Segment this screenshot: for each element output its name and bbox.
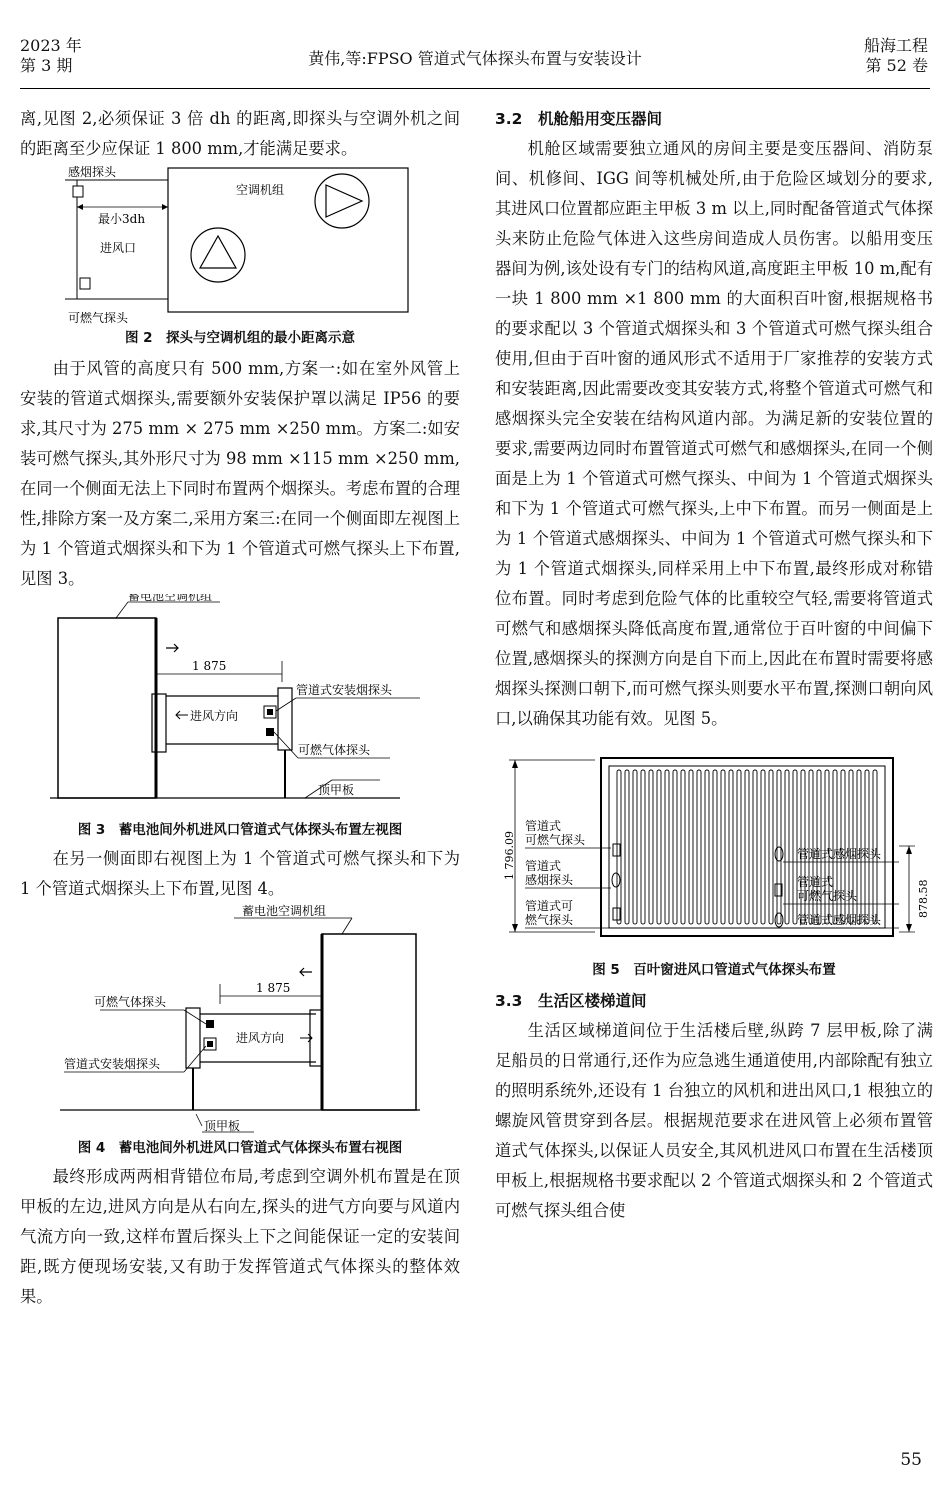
section-3-2-heading: 3.2 机舱船用变压器间 xyxy=(495,110,662,128)
fig5-right-2b: 可燃气探头 xyxy=(797,889,858,903)
fig5-right-2a: 管道式 xyxy=(797,875,834,889)
louver-slat xyxy=(761,770,765,924)
louver-slat xyxy=(745,770,749,924)
figure-5-diagram xyxy=(495,750,933,956)
louver-slat xyxy=(753,770,757,924)
louver-slat xyxy=(681,770,685,924)
louver-slat xyxy=(705,770,709,924)
fig4-smoke-label: 管道式安装烟探头 xyxy=(64,1057,161,1071)
louver-slat xyxy=(641,770,645,924)
figure-2-diagram xyxy=(20,164,460,324)
louver-slat xyxy=(697,770,701,924)
fig5-left-1a: 管道式 xyxy=(525,819,562,833)
fig2-gas-label: 可燃气探头 xyxy=(68,311,129,324)
fig5-right-1: 管道式感烟探头 xyxy=(797,847,882,861)
fig2-ac-label: 空调机组 xyxy=(236,183,285,197)
right-column xyxy=(495,104,933,1226)
louver-slat xyxy=(785,770,789,924)
paragraph-6: 生活区域梯道间位于生活楼后壁,纵跨 7 层甲板,除了满足船员的日常通行,还作为应急逃生通道使用,内部除配有独立的照明系统外,还设有 1 台独立的风机和进出风口,1 根独立的螺旋风管贯穿到各层。根据规范要求在进风管上必须布置管道式气体探头,以保证人员安全,其风机进风口布置在生活楼顶甲板上,根据规格书要求配以 2 个管道式烟探头和 2 个管道式可燃气探头组合使 xyxy=(495,1021,933,1220)
louver-slat xyxy=(625,770,629,924)
figure-5-caption: 图 5 百叶窗进风口管道式气体探头布置 xyxy=(592,962,836,978)
fig3-unit-label: 蓄电池空调机组 xyxy=(128,594,213,603)
louver-slat xyxy=(665,770,669,924)
fig5-left-2b: 感烟探头 xyxy=(525,873,574,887)
header-year: 2023 年 xyxy=(20,36,82,55)
page-header xyxy=(0,0,950,100)
louver-slat xyxy=(737,770,741,924)
fig4-deck-label: 顶甲板 xyxy=(204,1119,241,1133)
fig5-left-3a: 管道式可 xyxy=(525,899,574,913)
fig2-smoke-label: 感烟探头 xyxy=(68,165,117,179)
louver-slat xyxy=(633,770,637,924)
louver-slat xyxy=(689,770,693,924)
figure-2-caption: 图 2 探头与空调机组的最小距离示意 xyxy=(124,330,356,346)
louver-slat xyxy=(721,770,725,924)
louver-slat xyxy=(649,770,653,924)
fig3-smoke-label: 管道式安装烟探头 xyxy=(296,683,393,697)
fig3-dir-label: 进风方向 xyxy=(190,709,239,723)
header-volume: 第 52 卷 xyxy=(865,56,928,75)
paragraph-5: 机舱区域需要独立通风的房间主要是变压器间、消防泵间、机修间、IGG 间等机械处所,由于危险区域划分的要求,其进风口位置都应距主甲板 3 m 以上,同时配备管道式气体探头来防止危险气体进入这些房间造成人员伤害。以船用变压器间为例,该处设有专门的结构风道,高度距主甲板 10 m,配有一块 1 800 mm ×1 800 mm 的大面积百叶窗,根据规格书的要求配以 3 个管道式烟探头和 3 个管道式可燃气探头组合使用,但由于百叶窗的通风形式不适用于厂家推荐的安装方式和安装距离,因此需要改变其安装方式,将整个管道式可燃气和感烟探头完全安装在结构风道内部。为满足新的安装位置的要求,需要两边同时布置管道式可燃气和感烟探头,在同一个侧面是上为 1 个管道式可燃气探头、中间为 1 个管道式烟探头和下为 1 个管道式可燃气探头,上中下布置。而另一侧面是上为 1 个管道式感烟探头、中间为 1 个管道式可燃气探头和下为 1 个管道式烟探头,同样采用上中下布置,最终形成对称错位布置。同时考虑到危险气体的比重较空气轻,需要将管道式可燃气和感烟探头降低高度布置,通常位于百叶窗的中间偏下位置,感烟探头的探测方向是自下而上,因此在布置时需要将感烟探头探测口朝下,而可燃气探头则要水平布置,探测口朝向风口,以确保其功能有效。见图 5。 xyxy=(495,139,933,728)
header-journal: 船海工程 xyxy=(863,36,928,55)
louver-slat xyxy=(673,770,677,924)
section-3-3-heading: 3.3 生活区楼梯道间 xyxy=(495,992,647,1010)
header-right xyxy=(864,36,928,76)
figure-4-caption: 图 4 蓄电池间外机进风口管道式气体探头布置右视图 xyxy=(77,1140,403,1156)
figure-3-diagram xyxy=(20,594,460,816)
figure-3-caption: 图 3 蓄电池间外机进风口管道式气体探头布置左视图 xyxy=(77,822,403,838)
fig3-dim: 1 875 xyxy=(192,659,227,673)
fig5-right-3: 管道式感烟探头 xyxy=(797,913,882,927)
fig2-min-label: 最小3dh xyxy=(98,212,146,226)
fig3-gas-label: 可燃气体探头 xyxy=(298,743,371,757)
louver-slat xyxy=(729,770,733,924)
paragraph-1: 离,见图 2,必须保证 3 倍 dh 的距离,即探头与空调外机之间的距离至少应保证 1 800 mm,才能满足要求。 xyxy=(20,109,460,158)
louver-slat xyxy=(713,770,717,924)
fig5-left-2a: 管道式 xyxy=(525,859,562,873)
paragraph-2: 由于风管的高度只有 500 mm,方案一:如在室外风管上安装的管道式烟探头,需要额外安装保护罩以满足 IP56 的要求,其尺寸为 275 mm × 275 mm ×250 mm。方案二:如安装可燃气探头,其外形尺寸为 98 mm ×115 mm ×250 mm,在同一个侧面无法上下同时布置两个烟探头。考虑布置的合理性,排除方案一及方案二,采用方案三:在同一个侧面即左视图上为 1 个管道式烟探头和下为 1 个管道式可燃气探头上下布置,见图 3。 xyxy=(20,359,460,588)
page-number: 55 xyxy=(900,1450,922,1470)
figure-5 xyxy=(495,750,933,986)
figure-4-diagram xyxy=(20,904,460,1134)
fig5-left-1b: 可燃气探头 xyxy=(525,833,586,847)
paragraph-4: 最终形成两两相背错位布局,考虑到空调外机布置是在顶甲板的左边,进风方向是从右向左,探头的进气方向要与风道内气流方向一致,这样布置后探头上下之间能保证一定的安装间距,既方便现场安装,又有助于发挥管道式气体探头的整体效果。 xyxy=(20,1167,460,1306)
fig4-unit-label: 蓄电池空调机组 xyxy=(242,904,327,918)
louver-slat xyxy=(769,770,773,924)
fig4-gas-label: 可燃气体探头 xyxy=(94,995,167,1009)
figure-2 xyxy=(20,164,460,354)
fig2-inlet-label: 进风口 xyxy=(100,241,137,255)
header-issue: 第 3 期 xyxy=(20,56,73,75)
figure-3 xyxy=(20,594,460,844)
fig4-dir-label: 进风方向 xyxy=(236,1031,285,1045)
figure-4 xyxy=(20,904,460,1162)
header-title: 黄伟,等:FPSO 管道式气体探头布置与安装设计 xyxy=(308,49,642,68)
fig5-left-3b: 燃气探头 xyxy=(525,913,574,927)
fig5-height-right: 878.58 xyxy=(917,879,930,918)
header-rule xyxy=(20,88,930,89)
fig5-height-left: 1 796.09 xyxy=(503,831,516,880)
louver-slat xyxy=(657,770,661,924)
left-column xyxy=(20,104,460,1312)
fig4-dim: 1 875 xyxy=(256,981,291,995)
paragraph-3: 在另一侧面即右视图上为 1 个管道式可燃气探头和下为 1 个管道式烟探头上下布置,见图 4。 xyxy=(20,849,460,898)
fig3-deck-label: 顶甲板 xyxy=(318,783,355,797)
